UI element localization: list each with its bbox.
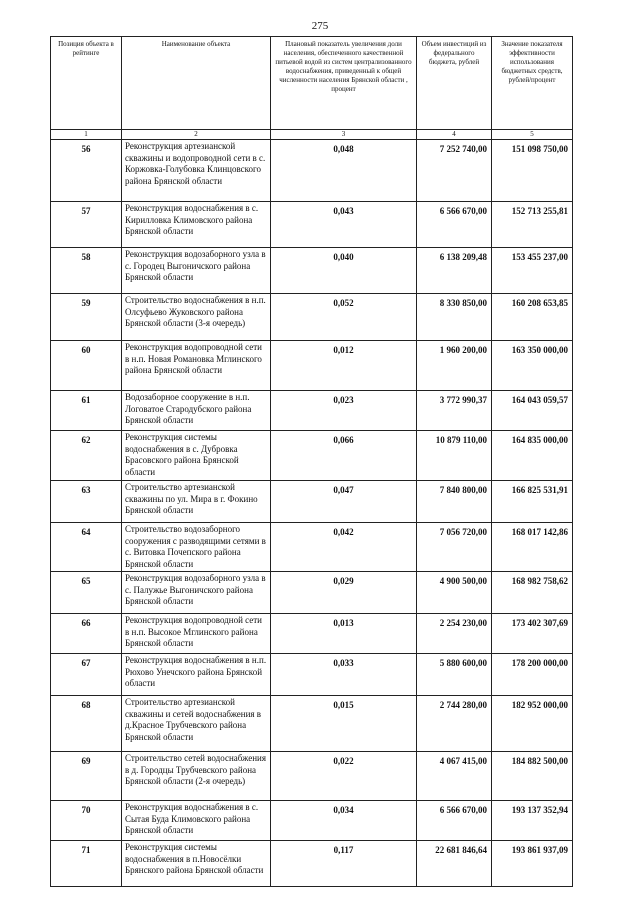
position-cell: 59: [51, 294, 122, 341]
table-row: [51, 294, 573, 341]
object-name-cell: Реконструкция водопроводной сети в н.п. Высокое Мглинского района Брянской области: [122, 614, 271, 654]
efficiency-cell: 164 043 059,57: [492, 391, 573, 431]
position-cell: 70: [51, 801, 122, 841]
table-row: [51, 140, 573, 202]
efficiency-cell: 152 713 255,81: [492, 202, 573, 248]
position-cell: 60: [51, 341, 122, 391]
object-name-cell: Строительство водоснабжения в н.п. Олсуфьево Жуковского района Брянской области (3-я очередь): [122, 294, 271, 341]
column-number: 2: [122, 130, 271, 140]
investment-cell: 6 566 670,00: [417, 801, 492, 841]
position-cell: 64: [51, 523, 122, 572]
position-cell: 68: [51, 696, 122, 752]
investment-cell: 3 772 990,37: [417, 391, 492, 431]
planned-share-cell: 0,022: [271, 752, 417, 801]
column-number: 3: [271, 130, 417, 140]
investment-cell: 10 879 110,00: [417, 431, 492, 481]
planned-share-cell: 0,048: [271, 140, 417, 202]
efficiency-cell: 163 350 000,00: [492, 341, 573, 391]
object-name-cell: Реконструкция водозаборного узла в с. Городец Выгоничского района Брянской области: [122, 248, 271, 294]
table-row: [51, 248, 573, 294]
efficiency-cell: 151 098 750,00: [492, 140, 573, 202]
rating-table: [50, 36, 573, 887]
header-planned-share: Плановый показатель увеличения доли населения, обеспеченного качественной питьевой водой из систем централизованного водоснабжения, приведенный к общей численности населения Брянской области , процент: [271, 37, 417, 130]
object-name-cell: Реконструкция системы водоснабжения в с. Дубровка Брасовского района Брянской области: [122, 431, 271, 481]
object-name-cell: Реконструкция артезианской скважины и водопроводной сети в с. Коржовка-Голубовка Клинцовского района Брянской области: [122, 140, 271, 202]
table-row: [51, 801, 573, 841]
page-number: 275: [311, 20, 329, 32]
column-number: 5: [492, 130, 573, 140]
object-name-cell: Строительство артезианской скважины по ул. Мира в г. Фокино Брянской области: [122, 481, 271, 523]
table-row: [51, 614, 573, 654]
planned-share-cell: 0,040: [271, 248, 417, 294]
planned-share-cell: 0,042: [271, 523, 417, 572]
table-row: [51, 431, 573, 481]
position-cell: 65: [51, 572, 122, 614]
position-cell: 71: [51, 841, 122, 887]
investment-cell: 2 254 230,00: [417, 614, 492, 654]
planned-share-cell: 0,043: [271, 202, 417, 248]
header-investment: Объем инвестиций из федерального бюджета, рублей: [417, 37, 492, 130]
investment-cell: 1 960 200,00: [417, 341, 492, 391]
investment-cell: 22 681 846,64: [417, 841, 492, 887]
object-name-cell: Строительство сетей водоснабжения в д. Городцы Трубчевского района Брянской области (2-я очередь): [122, 752, 271, 801]
table-row: [51, 696, 573, 752]
efficiency-cell: 166 825 531,91: [492, 481, 573, 523]
efficiency-cell: 178 200 000,00: [492, 654, 573, 696]
efficiency-cell: 164 835 000,00: [492, 431, 573, 481]
investment-cell: 6 138 209,48: [417, 248, 492, 294]
header-object-name: Наименование объекта: [122, 37, 271, 130]
table-row: [51, 341, 573, 391]
efficiency-cell: 168 982 758,62: [492, 572, 573, 614]
efficiency-cell: 193 861 937,09: [492, 841, 573, 887]
efficiency-cell: 193 137 352,94: [492, 801, 573, 841]
table-row: [51, 841, 573, 887]
investment-cell: 2 744 280,00: [417, 696, 492, 752]
efficiency-cell: 153 455 237,00: [492, 248, 573, 294]
investment-cell: 5 880 600,00: [417, 654, 492, 696]
position-cell: 69: [51, 752, 122, 801]
planned-share-cell: 0,023: [271, 391, 417, 431]
efficiency-cell: 182 952 000,00: [492, 696, 573, 752]
table-row: [51, 391, 573, 431]
header-position: Позиция объекта в рейтинге: [51, 37, 122, 130]
table-header-row: [51, 37, 573, 130]
planned-share-cell: 0,117: [271, 841, 417, 887]
planned-share-cell: 0,013: [271, 614, 417, 654]
object-name-cell: Реконструкция водоснабжения в н.п. Рюхово Унечского района Брянской области: [122, 654, 271, 696]
position-cell: 62: [51, 431, 122, 481]
column-number: 1: [51, 130, 122, 140]
position-cell: 57: [51, 202, 122, 248]
position-cell: 58: [51, 248, 122, 294]
planned-share-cell: 0,034: [271, 801, 417, 841]
table-row: [51, 202, 573, 248]
object-name-cell: Реконструкция водопроводной сети в н.п. Новая Романовка Мглинского района Брянской области: [122, 341, 271, 391]
investment-cell: 7 840 800,00: [417, 481, 492, 523]
table-row: [51, 572, 573, 614]
table-row: [51, 481, 573, 523]
planned-share-cell: 0,015: [271, 696, 417, 752]
table-row: [51, 654, 573, 696]
object-name-cell: Строительство водозаборного сооружения с разводящими сетями в с. Витовка Почепского района Брянской области: [122, 523, 271, 572]
header-efficiency: Значение показателя эффективности использования бюджетных средств, рублей/процент: [492, 37, 573, 130]
table-row: [51, 523, 573, 572]
planned-share-cell: 0,033: [271, 654, 417, 696]
investment-cell: 6 566 670,00: [417, 202, 492, 248]
position-cell: 56: [51, 140, 122, 202]
investment-cell: 7 056 720,00: [417, 523, 492, 572]
efficiency-cell: 173 402 307,69: [492, 614, 573, 654]
object-name-cell: Реконструкция водоснабжения в с. Сытая Буда Климовского района Брянской области: [122, 801, 271, 841]
position-cell: 67: [51, 654, 122, 696]
efficiency-cell: 160 208 653,85: [492, 294, 573, 341]
planned-share-cell: 0,029: [271, 572, 417, 614]
efficiency-cell: 184 882 500,00: [492, 752, 573, 801]
investment-cell: 7 252 740,00: [417, 140, 492, 202]
efficiency-cell: 168 017 142,86: [492, 523, 573, 572]
planned-share-cell: 0,066: [271, 431, 417, 481]
planned-share-cell: 0,047: [271, 481, 417, 523]
object-name-cell: Строительство артезианской скважины и сетей водоснабжения в д.Красное Трубчевского района Брянской области: [122, 696, 271, 752]
position-cell: 63: [51, 481, 122, 523]
object-name-cell: Реконструкция системы водоснабжения в п.Новосёлки Брянского района Брянской области: [122, 841, 271, 887]
table-row: [51, 752, 573, 801]
investment-cell: 4 900 500,00: [417, 572, 492, 614]
planned-share-cell: 0,052: [271, 294, 417, 341]
investment-cell: 4 067 415,00: [417, 752, 492, 801]
position-cell: 61: [51, 391, 122, 431]
object-name-cell: Водозаборное сооружение в н.п. Логоватое Стародубского района Брянской области: [122, 391, 271, 431]
column-number-row: [51, 130, 573, 140]
object-name-cell: Реконструкция водозаборного узла в с. Палужье Выгоничского района Брянской области: [122, 572, 271, 614]
object-name-cell: Реконструкция водоснабжения в с. Кирилловка Климовского района Брянской области: [122, 202, 271, 248]
investment-cell: 8 330 850,00: [417, 294, 492, 341]
planned-share-cell: 0,012: [271, 341, 417, 391]
column-number: 4: [417, 130, 492, 140]
position-cell: 66: [51, 614, 122, 654]
